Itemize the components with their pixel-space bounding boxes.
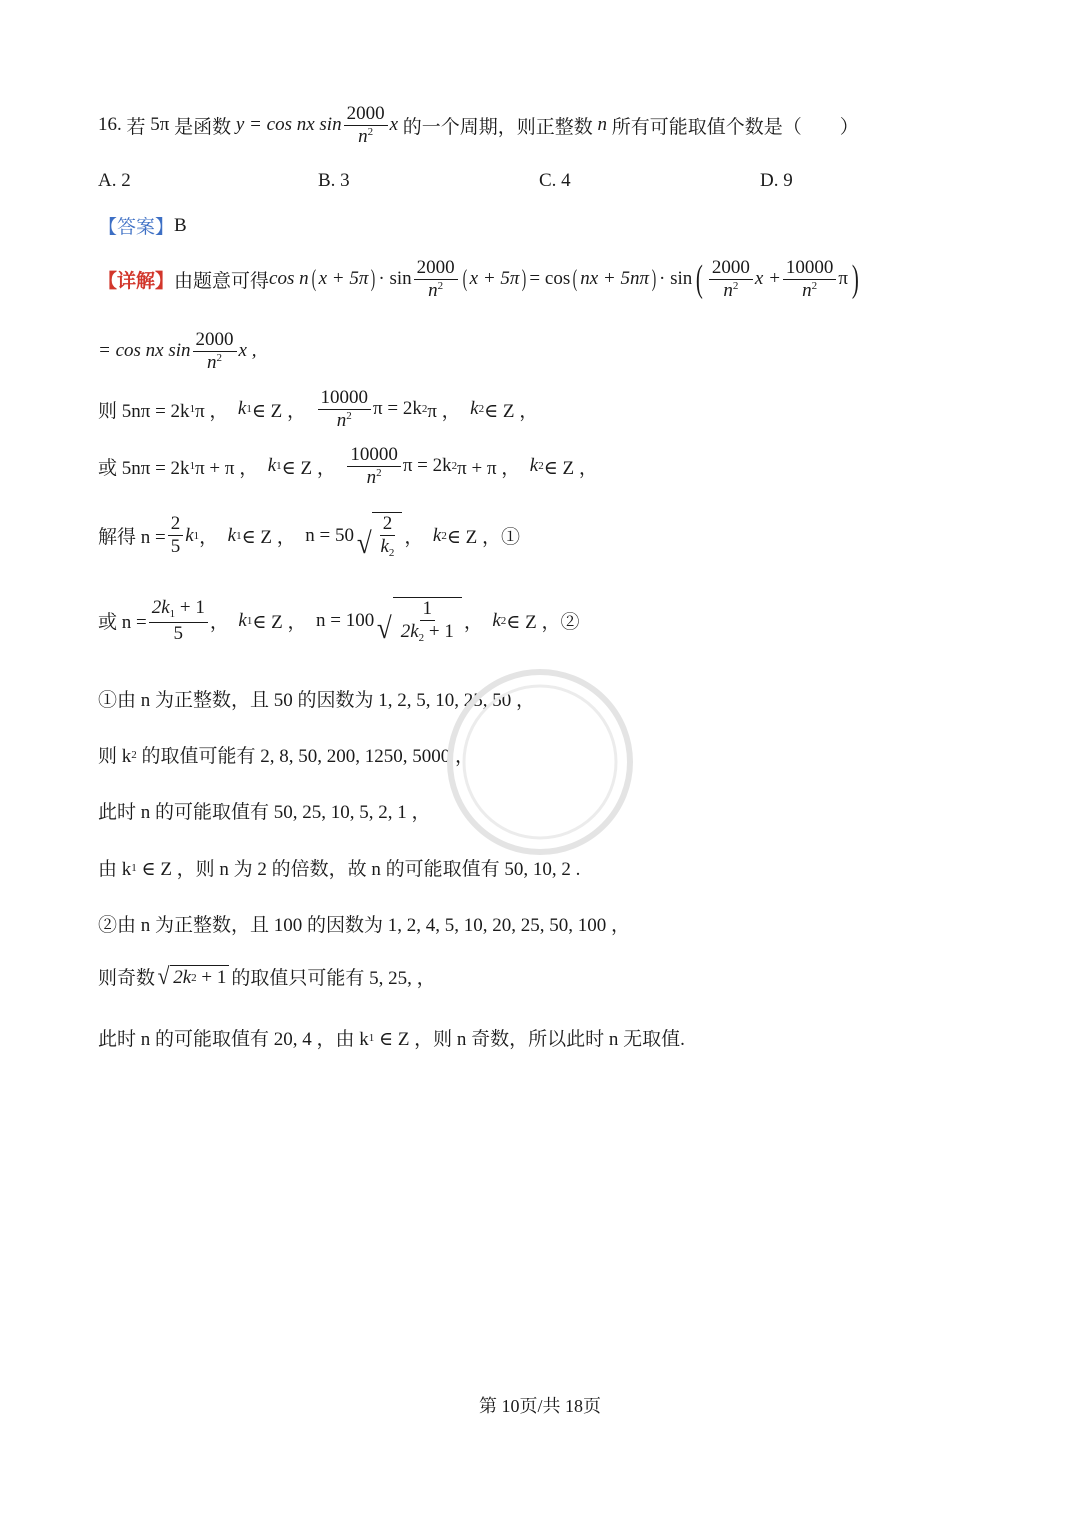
- detail-line-10: 由 k 1 ∈ Z ，则 n 为 2 的倍数，故 n 的可能取值有 50, 10, 2 .: [98, 854, 580, 881]
- fraction: [193, 330, 237, 373]
- fraction: [709, 258, 753, 301]
- math-expr: 5π: [150, 114, 170, 136]
- paren: ): [651, 266, 657, 293]
- detail-text: 由题意可得: [174, 270, 270, 292]
- denominator: $n^2$: [358, 125, 374, 147]
- math-var: k: [267, 455, 277, 477]
- math-expr: x ,: [238, 340, 257, 362]
- denominator: $n^2$: [802, 279, 818, 301]
- math-expr: x: [389, 114, 398, 136]
- radical-sign: √: [356, 527, 372, 561]
- paren: ): [522, 266, 527, 293]
- math-expr: ，: [199, 527, 219, 549]
- denominator: $k_2$: [380, 535, 395, 559]
- denominator: 5: [170, 536, 181, 558]
- math-expr: π = 2k: [373, 398, 422, 420]
- math-expr: ∈ Z ，: [543, 457, 598, 479]
- math-expr: x + 5π: [469, 268, 520, 290]
- detail-line-13: 此时 n 的可能取值有 20, 4 ，由 k 1 ∈ Z ，则 n 奇数，所以此时 n 无取值.: [98, 1024, 685, 1051]
- detail-line-4: 或 5nπ = 2k 1 π + π ， k 1 ∈ Z ， $\frac{10000}{n^2}$ π = 2k 2 π + π ， k 2 ∈ Z ，: [98, 444, 598, 488]
- numerator: 2000: [414, 258, 458, 280]
- math-var: k: [238, 609, 247, 631]
- option-b: B. 3: [318, 170, 350, 191]
- math-expr: 由 k: [98, 859, 132, 880]
- numerator: 10000: [318, 388, 372, 410]
- option-c: C. 4: [539, 170, 571, 191]
- math-var: k: [432, 524, 442, 546]
- math-expr: 则 k: [98, 746, 132, 767]
- math-expr: nx + 5nπ: [580, 268, 649, 290]
- detail-line-2: [98, 330, 256, 373]
- numerator: 2000: [193, 330, 237, 352]
- numerator: 2: [380, 514, 396, 536]
- fraction: [168, 514, 184, 557]
- radical-sign: √: [157, 963, 170, 990]
- answer-line: [98, 212, 187, 239]
- numerator: 10000: [347, 445, 401, 467]
- question-number: 16.: [98, 114, 122, 136]
- math-expr: ∈ Z ，: [251, 400, 307, 422]
- answer-value: B: [174, 214, 187, 236]
- radicand: [372, 512, 402, 559]
- square-root: [157, 965, 229, 989]
- math-expr: 解得 n =: [98, 527, 166, 549]
- detail-tag: 【详解】: [98, 270, 175, 292]
- math-expr: 则 5nπ = 2k: [98, 400, 190, 422]
- paren: (: [311, 266, 316, 293]
- option-a: A. 2: [98, 170, 131, 191]
- detail-line-12: [98, 963, 436, 990]
- math-expr: π + π ，: [457, 457, 521, 479]
- math-expr: π: [838, 268, 849, 290]
- math-expr: ∈ Z ，①: [446, 527, 521, 549]
- fraction: [347, 445, 401, 488]
- denominator: 5: [173, 622, 184, 644]
- math-expr: ∈ Z ，: [281, 457, 336, 479]
- radicand: [393, 597, 462, 644]
- math-var: k: [237, 398, 247, 420]
- question-text: 是函数: [174, 116, 232, 138]
- math-expr: cos n: [269, 268, 309, 290]
- math-var: k: [529, 455, 539, 477]
- question-text: 若: [126, 116, 146, 138]
- math-var: k: [492, 609, 501, 631]
- math-expr: ∈ Z ，: [241, 527, 296, 549]
- numerator: 2000: [709, 258, 753, 280]
- math-var: n: [597, 114, 608, 136]
- detail-line-6: 或 n = $\frac{2k_1 + 1}{5}$ ， k 1 ∈ Z ， n = 100 √ $\frac{1}{2k_2 + 1}$ ， k 2 ∈ Z ，②: [98, 597, 580, 646]
- math-expr: ，: [209, 612, 229, 634]
- math-expr: 或 5nπ = 2k: [98, 457, 190, 479]
- math-expr: π = 2k: [402, 455, 452, 477]
- detail-line-1: [98, 258, 863, 301]
- detail-text: 的取值可能有 2, 8, 50, 200, 1250, 5000 ，: [141, 746, 475, 767]
- numerator: 2000: [344, 104, 388, 126]
- paren: (: [696, 258, 704, 301]
- math-expr: x + 5π: [318, 268, 369, 290]
- math-var: k: [185, 524, 194, 546]
- math-var: k: [227, 524, 237, 546]
- detail-line-7: ①由 n 为正整数，且 50 的因数为 1, 2, 5, 10, 25, 50 ，: [98, 690, 536, 711]
- math-expr: n = 100: [316, 609, 375, 631]
- math-expr: y = cos nx sin: [235, 114, 342, 136]
- numerator: 10000: [783, 258, 837, 280]
- detail-line-8: 则 k 2 的取值可能有 2, 8, 50, 200, 1250, 5000 ，: [98, 741, 474, 768]
- math-expr: ∈ Z ，: [252, 612, 307, 634]
- fraction: [149, 598, 208, 643]
- detail-text: ∈ Z ，则 n 为 2 的倍数，故 n 的可能取值有 50, 10, 2 .: [141, 859, 581, 880]
- math-expr: π ，: [195, 400, 229, 422]
- detail-line-9: 此时 n 的可能取值有 50, 25, 10, 5, 2, 1 ，: [98, 802, 431, 823]
- numerator: 2: [168, 514, 184, 536]
- option-d: D. 9: [760, 170, 793, 191]
- fraction: [344, 104, 388, 147]
- fraction: [783, 258, 837, 301]
- radical-sign: √: [377, 612, 392, 646]
- math-expr: · sin: [659, 268, 693, 290]
- denominator: $n^2$: [207, 351, 223, 373]
- paren: (: [462, 266, 467, 293]
- denominator: $n^2$: [723, 279, 739, 301]
- denominator: $n^2$: [366, 466, 382, 488]
- math-var: k: [470, 398, 479, 420]
- detail-text: 则奇数: [98, 968, 156, 989]
- fraction: [398, 599, 457, 644]
- numerator: $2k_1 + 1$: [149, 598, 208, 623]
- watermark-stamp: [410, 662, 680, 862]
- square-root: [356, 512, 402, 559]
- detail-text: 的取值只可能有 5, 25, ，: [231, 968, 436, 989]
- math-expr: ∈ Z ，: [484, 400, 539, 422]
- page-footer: 第 10页/共 18页: [478, 1396, 601, 1416]
- detail-line-5: 解得 n = $\frac{2}{5}$ k 1 ， k 1 ∈ Z ， n = 50 √ $\frac{2}{k_2}$ ， k 2 ∈ Z ，①: [98, 513, 521, 561]
- fraction: [318, 388, 372, 431]
- math-expr: = cos: [529, 268, 571, 290]
- question-stem: [98, 104, 859, 147]
- numerator: 1: [420, 599, 436, 621]
- radicand: 2k 2 + 1: [170, 965, 229, 989]
- detail-text: ∈ Z ，则 n 奇数，所以此时 n 无取值.: [379, 1029, 685, 1050]
- math-expr: = cos nx sin: [98, 340, 191, 362]
- math-expr: π ，: [427, 400, 461, 422]
- denominator: $2k_2 + 1$: [400, 620, 454, 644]
- math-expr: ，: [463, 612, 483, 634]
- answer-tag: 【答案】: [98, 217, 175, 238]
- paren: ): [371, 266, 376, 293]
- denominator: $n^2$: [336, 409, 352, 431]
- paren: (: [573, 266, 578, 293]
- math-expr: 此时 n 的可能取值有 20, 4 ，由 k: [98, 1029, 369, 1050]
- fraction: [377, 514, 397, 559]
- detail-line-11: ②由 n 为正整数，且 100 的因数为 1, 2, 4, 5, 10, 20, 25, 50, 100 ，: [98, 915, 631, 936]
- square-root: [376, 597, 462, 644]
- math-expr: ，: [404, 527, 424, 549]
- denominator: $n^2$: [428, 279, 444, 301]
- question-text: 的一个周期，则正整数: [402, 116, 593, 138]
- math-expr: π + π ，: [195, 457, 259, 479]
- math-expr: · sin: [378, 268, 412, 290]
- question-text: 所有可能取值个数是（ ）: [611, 116, 859, 138]
- fraction: [414, 258, 458, 301]
- paren: ): [851, 258, 859, 301]
- math-expr: n = 50: [305, 524, 354, 546]
- math-expr: x +: [754, 268, 781, 290]
- math-expr: 或 n =: [98, 612, 147, 634]
- detail-line-3: 则 5nπ = 2k 1 π ， k 1 ∈ Z ， $\frac{10000}{n^2}$ π = 2k 2 π ， k 2 ∈ Z ，: [98, 387, 539, 431]
- math-expr: ∈ Z ，②: [506, 612, 580, 634]
